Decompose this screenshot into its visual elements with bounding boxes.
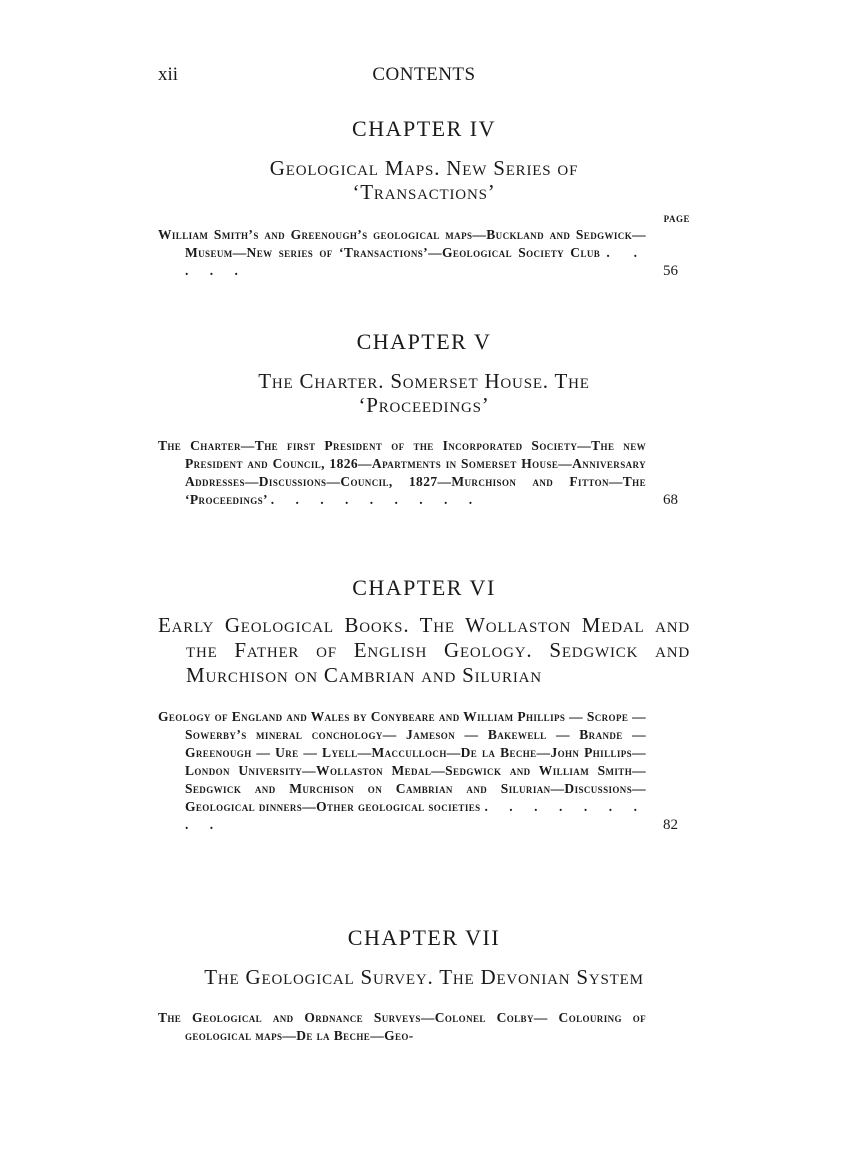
summary-text: William Smith’s and Greenough’s geological maps—Buckland and Sedgwick—Museum—New series of ‘Transactions’—Geological Society Club — [158, 227, 646, 260]
chapter-heading: CHAPTER VI — [352, 575, 496, 600]
running-title: CONTENTS — [372, 64, 476, 85]
chapter-iv — [158, 116, 690, 280]
leader-dots: . . . . . . . . . — [270, 492, 482, 507]
summary-text: The Charter—The first President of the Incorporated Society—The new President and Council, 1826—Apartments in Somerset House—Anniversary Addresses—Discussions—Council, 1827—Murchison and Fitton—The ‘Proceedings’ — [158, 438, 646, 507]
running-head — [158, 64, 690, 88]
chapter-vi — [158, 575, 690, 834]
chapter-title: Early Geological Books. The Wollaston Medal and the Father of English Geology. Sedgwick and Murchison on Cambrian and Silurian — [158, 613, 690, 687]
chapter-summary: The Charter—The first President of the Incorporated Society—The new President and Council, 1826—Apartments in Somerset House—Anniversary Addresses—Discussions—Council, 1827—Murchison and Fitton—The ‘Proceedings’ . . . . . . . . . 68 — [158, 438, 678, 508]
chapter-title: The Geological Survey. The Devonian System — [204, 965, 644, 989]
chapter-title: Geological Maps. New Series of ‘Transactions’ — [269, 156, 579, 204]
page-column-label: PAGE — [663, 214, 690, 224]
chapter-heading: CHAPTER V — [356, 329, 492, 354]
summary-text: Geology of England and Wales by Conybeare and William Phillips — Scrope — Sowerby’s mineral conchology— Jameson — Bakewell — Brande — Greenough — Ure — Lyell—Macculloch—De la Beche—John Phillips— London University—Wollaston Medal—Sedgwick and William Smith—Sedgwick and Murchison on Cambrian and Silurian—Discussions—Geological dinners—Other geological societies — [158, 709, 646, 814]
chapter-title: The Charter. Somerset House. The ‘Proceedings’ — [258, 369, 590, 417]
chapter-heading: CHAPTER IV — [352, 116, 496, 141]
chapter-heading: CHAPTER VII — [347, 925, 501, 950]
leader-dots: . . . . . . . . . — [185, 799, 646, 832]
summary-text: The Geological and Ordnance Surveys—Colonel Colby— Colouring of geological maps—De la Beche—Geo- — [158, 1010, 646, 1043]
chapter-vii — [158, 925, 690, 1045]
chapter-v — [158, 329, 690, 509]
chapter-summary: Geology of England and Wales by Conybeare and William Phillips — Scrope — Sowerby’s mineral conchology— Jameson — Bakewell — Brande — Greenough — Ure — Lyell—Macculloch—De la Beche—John Phillips— London University—Wollaston Medal—Sedgwick and William Smith—Sedgwick and Murchison on Cambrian and Silurian—Discussions—Geological dinners—Other geological societies . . . . . . . . . 82 — [158, 709, 678, 833]
page-number: xii — [158, 64, 179, 85]
chapter-summary: William Smith’s and Greenough’s geological maps—Buckland and Sedgwick—Museum—New series of ‘Transactions’—Geological Society Club . . . . . 56 — [158, 227, 678, 279]
chapter-summary — [158, 1009, 690, 1045]
leader-dots: . . . . . — [185, 245, 647, 278]
